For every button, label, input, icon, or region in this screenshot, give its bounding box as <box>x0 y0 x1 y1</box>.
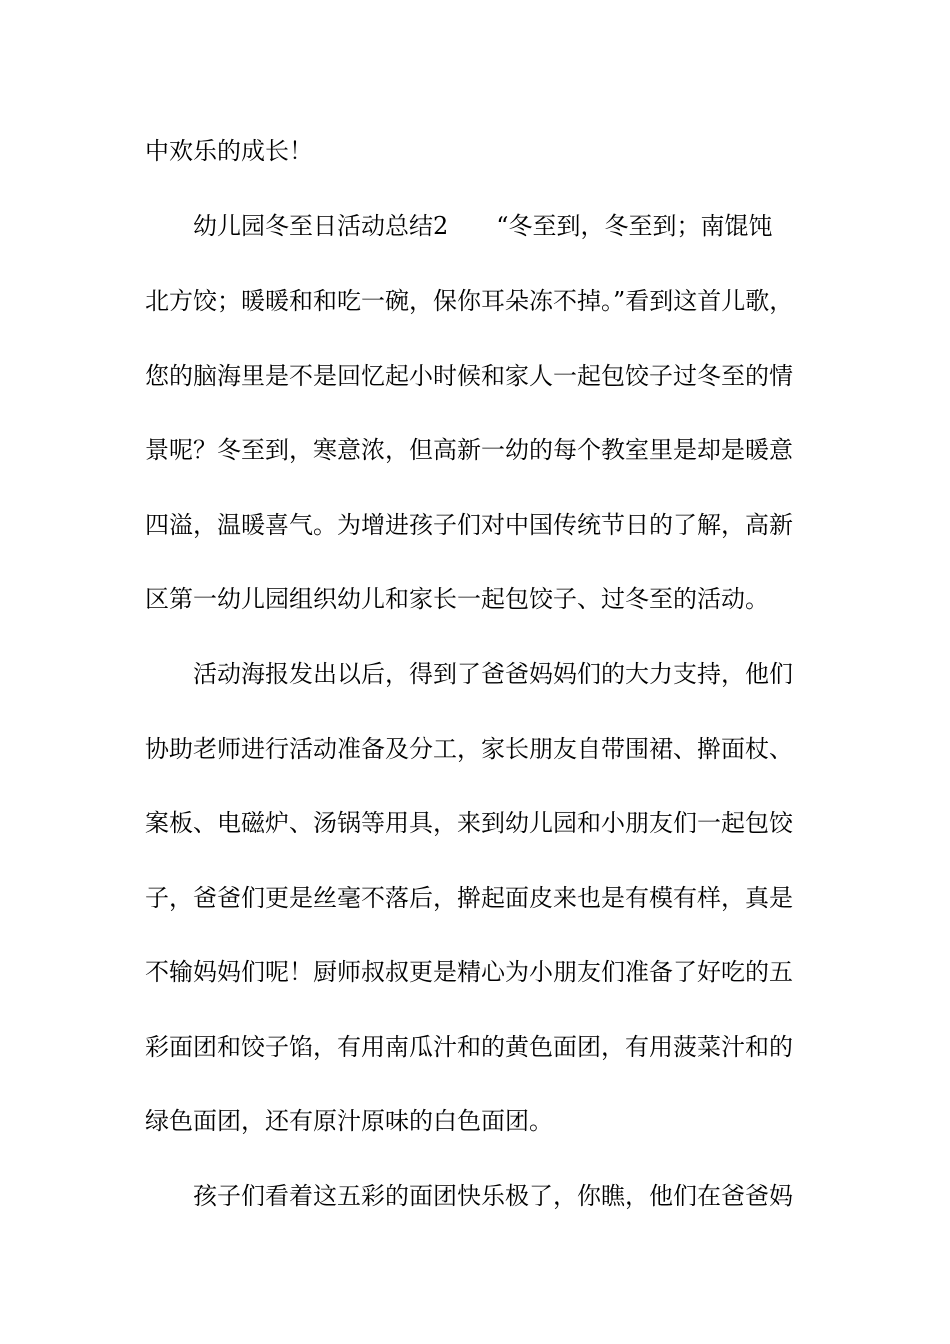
text-line-8: 活动海报发出以后，得到了爸爸妈妈们的大力支持，他们 <box>193 660 793 688</box>
text-line-10: 案板、电磁炉、汤锅等用具，来到幼儿园和小朋友们一起包饺 <box>145 809 793 837</box>
text-line-13: 彩面团和饺子馅，有用南瓜汁和的黄色面团，有用菠菜汁和的 <box>145 1033 793 1061</box>
text-line-3: 北方饺；暖暖和和吃一碗，保你耳朵冻不掉。”看到这首儿歌， <box>145 287 794 315</box>
text-line-11: 子，爸爸们更是丝毫不落后，擀起面皮来也是有模有样，真是 <box>145 884 793 912</box>
text-line-15: 孩子们看着这五彩的面团快乐极了，你瞧，他们在爸爸妈 <box>193 1182 793 1210</box>
text-line-12: 不输妈妈们呢！厨师叔叔更是精心为小朋友们准备了好吃的五 <box>145 958 793 986</box>
text-line-5: 景呢？冬至到，寒意浓，但高新一幼的每个教室里是却是暖意 <box>145 436 793 464</box>
text-line-7: 区第一幼儿园组织幼儿和家长一起包饺子、过冬至的活动。 <box>145 585 769 613</box>
text-line-9: 协助老师进行活动准备及分工，家长朋友自带围裙、擀面杖、 <box>145 735 793 763</box>
text-line-4: 您的脑海里是不是回忆起小时候和家人一起包饺子过冬至的情 <box>145 362 793 390</box>
text-line-2: 幼儿园冬至日活动总结2 “冬至到，冬至到；南馄饨 <box>193 212 773 240</box>
text-line-14: 绿色面团，还有原汁原味的白色面团。 <box>145 1107 553 1135</box>
text-line-1: 中欢乐的成长！ <box>145 137 313 165</box>
text-line-6: 四溢，温暖喜气。为增进孩子们对中国传统节日的了解，高新 <box>145 511 793 539</box>
